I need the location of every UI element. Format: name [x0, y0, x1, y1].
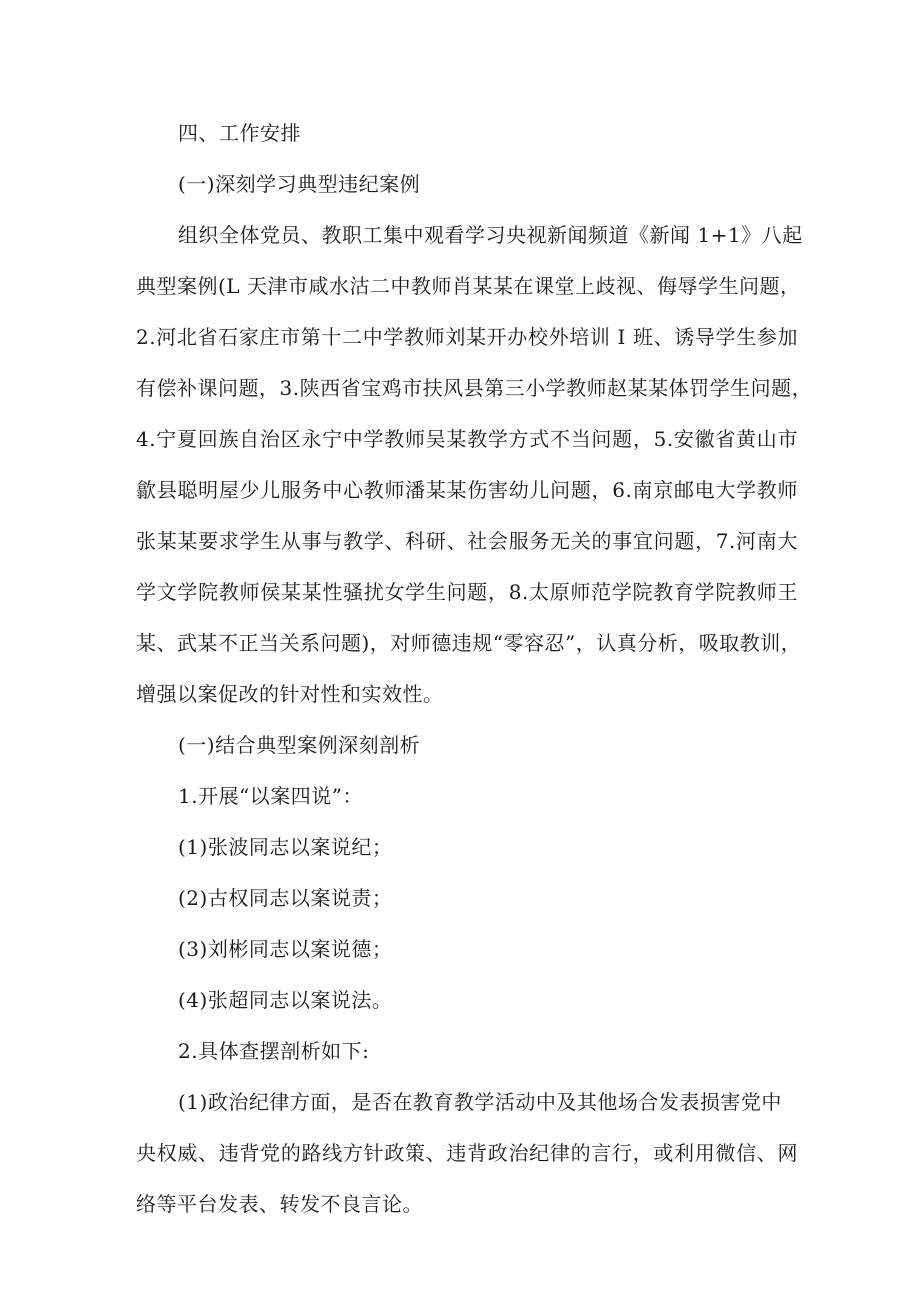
- paragraph-line: 张某某要求学生从事与教学、科研、社会服务无关的事宜问题，7.河南大: [136, 529, 798, 553]
- list-item: 2.具体查摆剖析如下:: [178, 1039, 370, 1063]
- section-heading: 四、工作安排: [178, 121, 301, 145]
- list-item: (4)张超同志以案说法。: [178, 988, 393, 1012]
- paragraph-line: 4.宁夏回族自治区永宁中学教师吴某教学方式不当问题，5.安徽省黄山市: [136, 427, 798, 451]
- list-item: (2)古权同志以案说责；: [178, 886, 393, 910]
- paragraph-line: 增强以案促改的针对性和实效性。: [136, 682, 444, 706]
- paragraph-line: 2.河北省石家庄市第十二中学教师刘某开办校外培训 I 班、诱导学生参加: [136, 325, 798, 349]
- paragraph-line: 典型案例(L 天津市咸水沽二中教师肖某某在课堂上歧视、侮辱学生问题，: [136, 274, 801, 298]
- paragraph-line: 歙县聪明屋少儿服务中心教师潘某某伤害幼儿问题，6.南京邮电大学教师: [136, 478, 798, 502]
- list-item: (1)张波同志以案说纪；: [178, 835, 393, 859]
- list-item: 1.开展“以案四说”：: [178, 784, 364, 808]
- paragraph-line: 学文学院教师侯某某性骚扰女学生问题，8.太原师范学院教育学院教师王: [136, 580, 798, 604]
- paragraph-line: 某、武某不正当关系问题)，对师德违规“零容忍”，认真分析，吸取教训，: [136, 631, 802, 655]
- paragraph-line: 有偿补课问题，3.陕西省宝鸡市扶风县第三小学教师赵某某体罚学生问题，: [136, 376, 813, 400]
- subheading: (一)结合典型案例深刻剖析: [178, 733, 421, 757]
- paragraph-line: 央权威、违背党的路线方针政策、违背政治纪律的言行，或利用微信、网: [136, 1141, 798, 1165]
- paragraph-line: 络等平台发表、转发不良言论。: [136, 1192, 423, 1216]
- list-item: (3)刘彬同志以案说德；: [178, 937, 393, 961]
- paragraph-line: 组织全体党员、教职工集中观看学习央视新闻频道《新闻 1+1》八起: [178, 223, 803, 247]
- paragraph-line: (1)政治纪律方面，是否在教育教学活动中及其他场合发表损害党中: [178, 1090, 782, 1114]
- subheading: (一)深刻学习典型违纪案例: [178, 172, 421, 196]
